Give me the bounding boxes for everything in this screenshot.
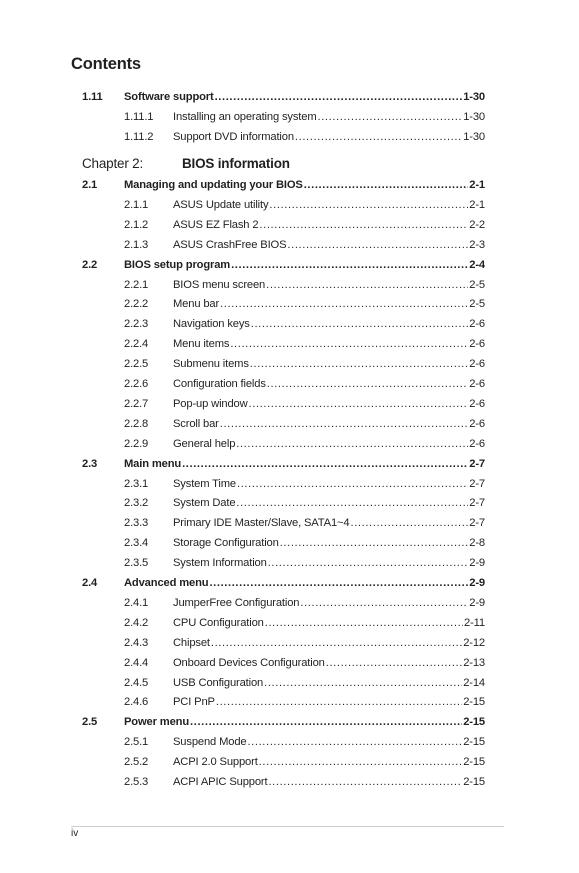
toc-subsection-entry[interactable] [124,437,485,451]
toc-dot-leader [264,676,462,690]
footer-page-number: iv [71,828,79,839]
toc-dot-leader [266,278,468,292]
toc-dot-leader [295,130,462,144]
toc-subsection-entry[interactable] [124,636,485,650]
toc-subsection-entry[interactable] [124,477,485,491]
toc-section-entry[interactable] [82,457,485,471]
toc-section-entry[interactable] [82,258,485,272]
toc-entry-number: 2.4.1 [124,596,149,609]
toc-dot-leader [318,110,463,124]
toc-entry-number: 2.3 [82,457,98,470]
toc-dot-leader [251,317,469,331]
toc-entry-page: 2-2 [469,218,485,231]
chapter-heading [82,156,290,171]
toc-subsection-entry[interactable] [124,278,485,292]
toc-entry-page: 2-7 [469,477,485,490]
toc-entry-number: 2.4.2 [124,616,149,629]
toc-dot-leader [268,556,469,570]
toc-subsection-entry[interactable] [124,596,485,610]
toc-entry-number: 2.4.5 [124,676,149,689]
toc-entry-title: System Information [173,557,267,570]
toc-subsection-entry[interactable] [124,238,485,252]
toc-dot-leader [216,695,462,709]
toc-entry-number: 2.2.6 [124,378,149,390]
toc-entry-title: Submenu items [173,358,249,371]
toc-dot-leader [215,90,463,104]
toc-subsection-entry[interactable] [124,656,485,670]
toc-subsection-entry[interactable] [124,616,485,630]
toc-entry-number: 2.3.4 [124,537,149,550]
toc-entry-number: 2.1.2 [124,218,149,231]
toc-entry-number: 2.5 [82,716,98,729]
toc-dot-leader [230,337,468,351]
toc-entry-title: System Time [173,477,236,490]
toc-entry-page: 2-6 [469,437,485,450]
toc-dot-leader [209,576,468,590]
toc-entry-title: Configuration fields [173,378,266,390]
toc-dot-leader [190,715,462,729]
toc-section-entry[interactable] [82,178,485,192]
toc-entry-page: 2-5 [469,278,485,291]
toc-entry-title: JumperFree Configuration [173,596,300,609]
toc-entry-page: 2-5 [469,298,485,311]
toc-entry-page: 2-7 [469,457,485,470]
toc-entry-title: Onboard Devices Configuration [173,656,325,669]
toc-entry-number: 2.3.5 [124,557,149,570]
toc-entry-title: ACPI 2.0 Support [173,756,258,769]
toc-subsection-entry[interactable] [124,536,485,550]
toc-section-entry[interactable] [82,576,485,590]
toc-entry-number: 2.2.8 [124,417,149,430]
toc-entry-number: 2.2.3 [124,318,149,331]
page-title: Contents [71,55,141,73]
toc-subsection-entry[interactable] [124,676,485,690]
toc-dot-leader [268,775,462,789]
toc-entry-page: 1-30 [463,91,485,103]
toc-dot-leader [304,178,469,192]
toc-dot-leader [287,238,468,252]
toc-entry-number: 2.2.9 [124,437,149,450]
toc-entry-page: 2-11 [464,616,485,629]
toc-entry-number: 2.1 [82,179,98,191]
toc-entry-title: Pop-up window [173,397,248,410]
toc-dot-leader [182,457,468,471]
toc-entry-number: 2.2 [82,258,98,271]
toc-entry-page: 2-15 [463,696,485,709]
toc-entry-title: Software support [124,91,214,103]
chapter-label: Chapter 2: [82,156,144,171]
toc-entry-title: Navigation keys [173,318,250,331]
toc-section-entry[interactable] [82,90,485,104]
toc-subsection-entry[interactable] [124,317,485,331]
toc-entry-title: ASUS EZ Flash 2 [173,218,259,231]
toc-entry-page: 2-15 [463,736,485,749]
toc-subsection-entry[interactable] [124,130,485,144]
toc-section-entry[interactable] [82,715,485,729]
toc-dot-leader [269,198,468,212]
toc-dot-leader [236,437,468,451]
toc-entry-title: ASUS CrashFree BIOS [173,238,287,251]
toc-dot-leader [259,755,463,769]
toc-entry-title: Advanced menu [124,577,209,589]
toc-dot-leader [220,417,469,431]
toc-subsection-entry[interactable] [124,337,485,351]
toc-subsection-entry[interactable] [124,397,485,411]
toc-entry-page: 2-12 [463,636,485,649]
toc-entry-page: 2-9 [469,557,485,570]
toc-entry-title: BIOS setup program [124,258,231,271]
toc-subsection-entry[interactable] [124,695,485,709]
toc-dot-leader [326,656,462,670]
toc-entry-title: Power menu [124,716,190,729]
toc-entry-number: 2.5.2 [124,756,149,769]
toc-dot-leader [267,377,468,391]
toc-entry-page: 2-15 [463,756,485,769]
toc-dot-leader [231,258,468,272]
chapter-title: BIOS information [182,156,290,171]
toc-entry-page: 2-6 [469,318,485,331]
toc-dot-leader [259,218,468,232]
toc-entry-title: System Date [173,497,236,510]
toc-entry-number: 2.2.1 [124,278,149,291]
toc-entry-title: Chipset [173,636,210,649]
toc-dot-leader [237,477,468,491]
toc-entry-number: 1.11.2 [124,131,154,143]
toc-entry-page: 2-1 [469,198,485,211]
toc-subsection-entry[interactable] [124,496,485,510]
toc-entry-page: 2-4 [469,258,485,271]
footer-divider [71,826,504,827]
toc-entry-page: 2-6 [469,417,485,430]
toc-entry-title: Menu items [173,338,230,351]
toc-entry-number: 2.5.3 [124,776,149,788]
toc-entry-page: 2-3 [469,238,485,251]
toc-subsection-entry[interactable] [124,357,485,371]
toc-entry-page: 1-30 [463,111,485,123]
toc-entry-title: BIOS menu screen [173,278,266,291]
toc-entry-title: Managing and updating your BIOS [124,179,303,191]
toc-entry-title: Support DVD information [173,131,294,143]
toc-entry-number: 2.1.1 [124,198,149,211]
toc-entry-page: 2-6 [469,397,485,410]
toc-dot-leader [250,357,468,371]
toc-subsection-entry[interactable] [124,110,485,124]
toc-entry-page: 2-13 [463,656,485,669]
toc-entry-title: ACPI APIC Support [173,776,268,788]
toc-entry-page: 2-1 [469,179,485,191]
toc-entry-number: 2.2.5 [124,358,149,371]
toc-entry-title: Installing an operating system [173,111,317,123]
toc-dot-leader [265,616,463,630]
toc-dot-leader [280,536,469,550]
toc-entry-page: 1-30 [463,131,485,143]
toc-dot-leader [351,516,469,530]
toc-subsection-entry[interactable] [124,218,485,232]
toc-entry-page: 2-6 [469,378,485,390]
toc-dot-leader [300,596,468,610]
toc-entry-number: 2.2.4 [124,338,149,351]
toc-entry-title: ASUS Update utility [173,198,269,211]
toc-entry-number: 2.3.2 [124,497,149,510]
toc-entry-title: Menu bar [173,298,220,311]
toc-entry-number: 2.4 [82,577,98,589]
toc-dot-leader [220,297,468,311]
toc-entry-number: 2.4.3 [124,636,149,649]
toc-entry-page: 2-6 [469,338,485,351]
toc-entry-number: 2.1.3 [124,238,149,251]
toc-entry-page: 2-9 [469,596,485,609]
toc-entry-page: 2-7 [469,517,485,530]
toc-entry-title: General help [173,437,236,450]
toc-entry-title: PCI PnP [173,696,215,709]
toc-entry-page: 2-9 [469,577,485,589]
toc-entry-title: Scroll bar [173,417,219,430]
toc-dot-leader [249,397,469,411]
toc-entry-number: 2.5.1 [124,736,149,749]
toc-subsection-entry[interactable] [124,775,485,789]
toc-entry-title: Main menu [124,457,182,470]
toc-subsection-entry[interactable] [124,755,485,769]
toc-entry-number: 2.3.3 [124,517,149,530]
toc-subsection-entry[interactable] [124,198,485,212]
toc-subsection-entry[interactable] [124,297,485,311]
toc-entry-number: 1.11 [82,91,103,103]
toc-entry-page: 2-15 [463,776,485,788]
toc-subsection-entry[interactable] [124,516,485,530]
toc-entry-title: Primary IDE Master/Slave, SATA1~4 [173,517,350,530]
toc-dot-leader [247,735,462,749]
toc-entry-title: Storage Configuration [173,537,279,550]
toc-entry-title: CPU Configuration [173,616,264,629]
toc-entry-number: 2.2.2 [124,298,149,311]
toc-entry-page: 2-7 [469,497,485,510]
toc-dot-leader [236,496,468,510]
toc-entry-number: 2.3.1 [124,477,149,490]
toc-subsection-entry[interactable] [124,556,485,570]
toc-dot-leader [211,636,462,650]
toc-entry-page: 2-6 [469,358,485,371]
toc-entry-number: 2.2.7 [124,397,149,410]
toc-entry-title: Suspend Mode [173,736,247,749]
toc-entry-number: 2.4.4 [124,656,149,669]
toc-entry-page: 2-14 [463,676,485,689]
toc-entry-number: 1.11.1 [124,111,154,123]
toc-subsection-entry[interactable] [124,417,485,431]
toc-entry-title: USB Configuration [173,676,264,689]
toc-entry-number: 2.4.6 [124,696,149,709]
toc-entry-page: 2-8 [469,537,485,550]
toc-subsection-entry[interactable] [124,377,485,391]
toc-entry-page: 2-15 [463,716,485,729]
toc-subsection-entry[interactable] [124,735,485,749]
